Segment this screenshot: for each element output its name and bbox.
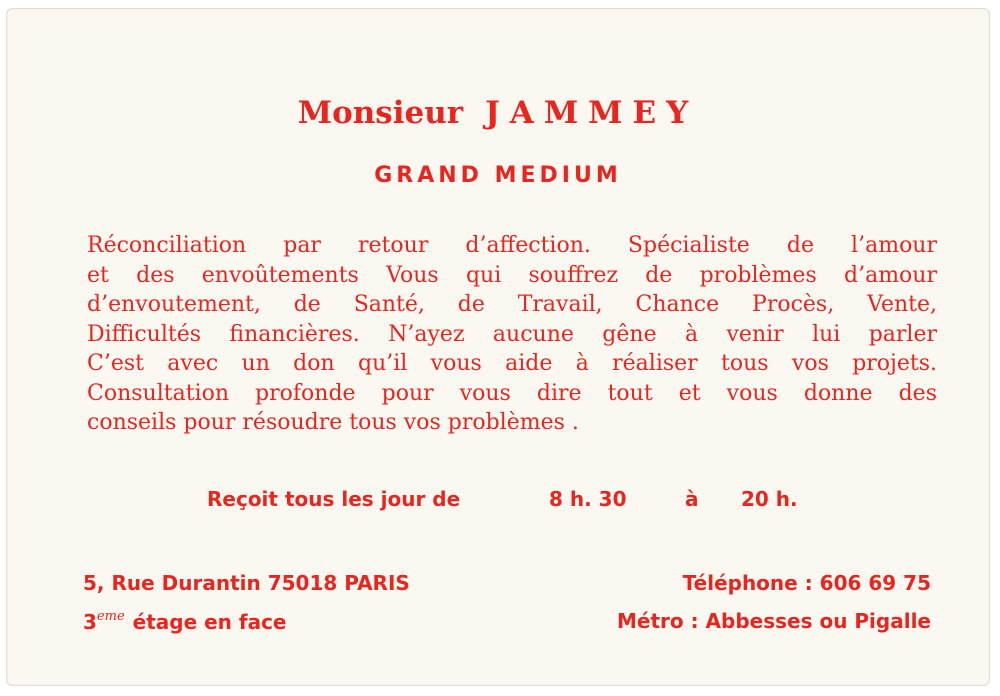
description-line: conseils pour résoudre tous vos problèmes . [87,410,579,435]
card-description [87,231,937,438]
hours-to-word: à [685,487,699,511]
hours-label: Reçoit tous les jour de [207,487,461,511]
card-title [7,95,989,131]
floor-text: étage en face [132,610,287,634]
title-name: JAMMEY [485,95,699,131]
floor-suffix: eme [96,609,125,624]
metro-info: Métro : Abbesses ou Pigalle [616,609,931,633]
hours-from: 8 h. 30 [549,487,627,511]
address: 5, Rue Durantin 75018 PARIS [83,571,410,595]
hours-to: 20 h. [741,487,798,511]
description-line: C’est avec un don qu’il vous aide à réaliser tous vos projets. [87,351,937,376]
description-line: Difficultés financières. N’ayez aucune gêne à venir lui parler [87,321,937,347]
business-card [6,8,990,686]
phone-number: Téléphone : 606 69 75 [682,571,931,595]
description-line: et des envoûtements Vous qui souffrez de problèmes d’amour [87,262,937,288]
description-line: Consultation profonde pour vous dire tout et vous donne des [87,380,937,406]
floor-number: 3 [83,610,97,634]
description-line: Réconciliation par retour d’affection. Spécialiste de l’amour [87,233,937,258]
title-prefix: Monsieur [297,95,464,131]
floor-info [83,609,287,634]
description-line: d’envoutement, de Santé, de Travail, Chance Procès, Vente, [87,292,937,317]
card-subtitle: GRAND MEDIUM [374,163,622,188]
